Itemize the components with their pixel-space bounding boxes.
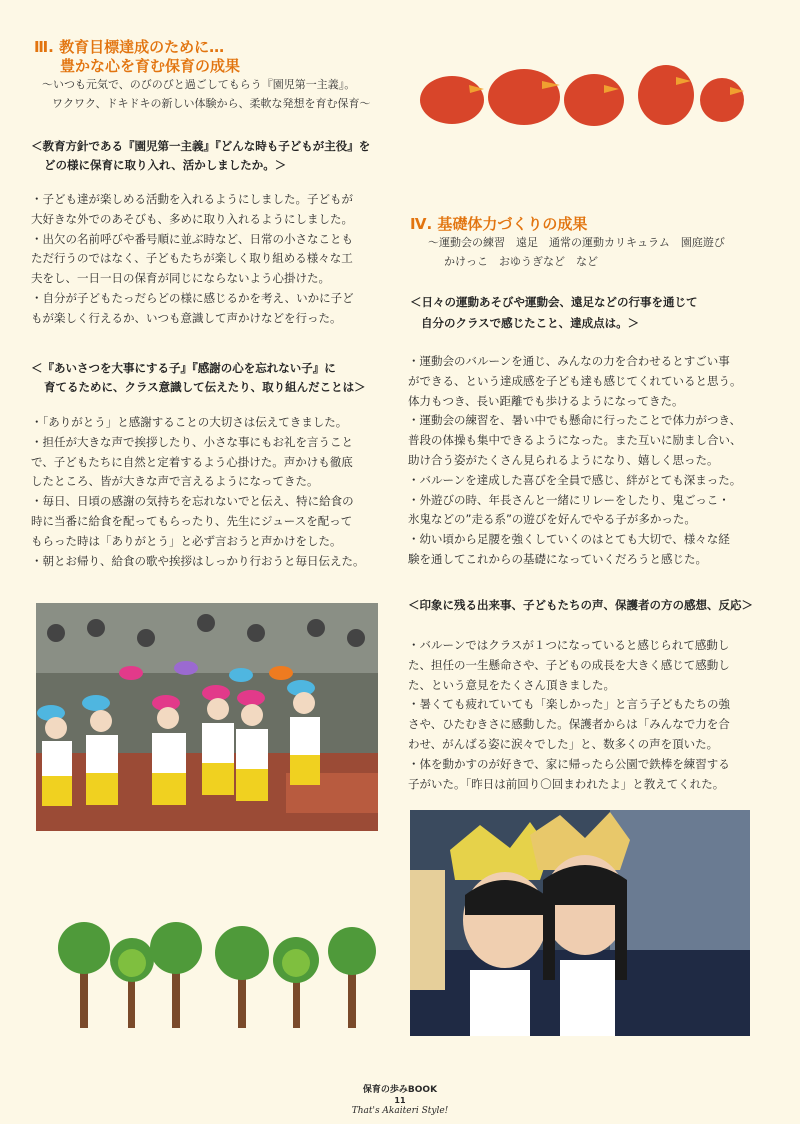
footer-book-title: 保育の歩みBOOK (362, 1085, 438, 1095)
answer-3-block (408, 352, 760, 570)
birds-illustration (414, 55, 749, 135)
trees-illustration (50, 918, 380, 1033)
question-4-line1: ＜印象に残る出来事、子どもたちの声、保護者の方の感想、反応＞ (408, 598, 753, 612)
question-3-line2: 自分のクラスで感じたこと、達成点は。＞ (421, 316, 640, 330)
footer (330, 1085, 470, 1118)
section-3-title-line1: Ⅲ. 教育目標達成のために… (34, 38, 225, 56)
answer-3-item: ・運動会のバルーンを通じ、みんなの力を合わせるとすごい事 ができる、という達成感を子ども達も感じてくれていると思う。 体力もつき、長い距離でも歩けるようになってきた。 (408, 354, 742, 408)
answer-1-item: ・子ども達が楽しめる活動を入れるようにしました。子どもが 大好きな外でのあそびも、多めに取り入れるようにしました。 (31, 192, 353, 226)
answer-1-block (31, 190, 381, 329)
answer-4-item: ・体を動かすのが好きで、家に帰ったら公園で鉄棒を練習する 子がいた。「昨日は前回り〇回まわれたよ」と教えてくれた。 (408, 756, 730, 791)
section-4-title: Ⅳ. 基礎体力づくりの成果 (410, 215, 588, 233)
answer-2-item: ・「ありがとう」と感謝することの大切さは伝えてきました。 (31, 415, 348, 429)
sports-day-photo (36, 603, 378, 831)
section-4-subtitle-line2: かけっこ おゆうぎなど など (444, 255, 598, 268)
answer-4-block (408, 636, 760, 794)
section-3-subtitle-line1: ～いつも元気で、のびのびと過ごしてもらう『園児第一主義』。 (42, 78, 356, 91)
answer-1-item: ・自分が子どもたっだらどの様に感じるかを考え、いかに子ど もが楽しく行えるか、いつも意識して声かけなどを行った。 (31, 290, 354, 325)
section-3-subtitle-line2: ワクワク、ドキドキの新しい体験から、柔軟な発想を育む保育～ (52, 97, 371, 110)
question-2-line1: ＜『あいさつを大事にする子』『感謝の心を忘れない子』に (31, 361, 336, 375)
section-3-title-line2: 豊かな心を育む保育の成果 (60, 57, 241, 75)
answer-4-item: ・バルーンではクラスが１つになっていると感じられて感動し た、担任の一生懸命さや、子どもの成長を大きく感じて感動し た、という意見をたくさん頂きました。 (408, 638, 730, 692)
answer-2-item: ・朝とお帰り、給食の歌や挨拶はしっかり行おうと毎日伝えた。 (31, 553, 365, 568)
footer-page-number: 11 (394, 1096, 406, 1105)
question-2-line2: 育てるために、クラス意識して伝えたり、取り組んだことは＞ (44, 380, 366, 394)
answer-1-item: ・出欠の名前呼びや番号順に並ぶ時など、日常の小さなことも ただ行うのではなく、子どもたちが楽しく取り組める様々な工 夫をし、一日一日の保育が同じにならないよう心掛けた。 (31, 231, 353, 286)
answer-3-item: ・幼い頃から足腰を強くしていくのはとても大切で、様々な経 験を通してこれからの基礎になっていくだろうと感じた。 (408, 532, 730, 566)
question-3-line1: ＜日々の運動あそびや運動会、遠足などの行事を通じて (410, 295, 698, 309)
answer-3-item: ・運動会の練習を、暑い中でも懸命に行ったことで体力がつき、 普段の体操も集中できるようになった。また互いに励まし合い、 助け合う姿がたくさん見られるようになり、嬉しく思った。 (408, 413, 742, 467)
answer-2-block (31, 413, 381, 571)
footer-slogan: That's Akaiteri Style! (351, 1106, 449, 1116)
question-1-line1: ＜教育方針である『園児第一主義』『どんな時も子どもが主役』を (31, 139, 371, 153)
answer-3-item: ・外遊びの時、年長さんと一緒にリレーをしたり、鬼ごっこ・ 氷鬼などの”走る系”の遊びを好んでやる子が多かった。 (408, 492, 730, 527)
answer-2-item: ・毎日、日頃の感謝の気持ちを忘れないでと伝え、特に給食の 時に当番に給食を配ってもらったり、先生にジュースを配って もらった時は「ありがとう」と必ず言おうと声かけをした。 (31, 494, 354, 548)
answer-3-item: ・バルーンを達成した喜びを全員で感じ、絆がとても深まった。 (408, 472, 742, 487)
answer-4-item: ・暑くても疲れていても「楽しかった」と言う子どもたちの強 さや、ひたむきさに感動した。保護者からは「みんなで力を合 わせ、がんばる姿に涙々でした」と、数多くの声を頂いた。 (408, 697, 730, 751)
answer-2-item: ・担任が大きな声で挨拶したり、小さな事にもお礼を言うこと で、子どもたちに自然と定着するよう心掛けた。声かけも徹底 したところ、皆が大きな声で言えるようになってきた。 (31, 434, 353, 489)
section-4-subtitle-line1: ～運動会の練習 遠足 通常の運動カリキュラム 園庭遊び (428, 236, 725, 249)
children-crowns-photo (410, 810, 750, 1036)
question-1-line2: どの様に保育に取り入れ、活かしましたか。＞ (44, 158, 287, 172)
